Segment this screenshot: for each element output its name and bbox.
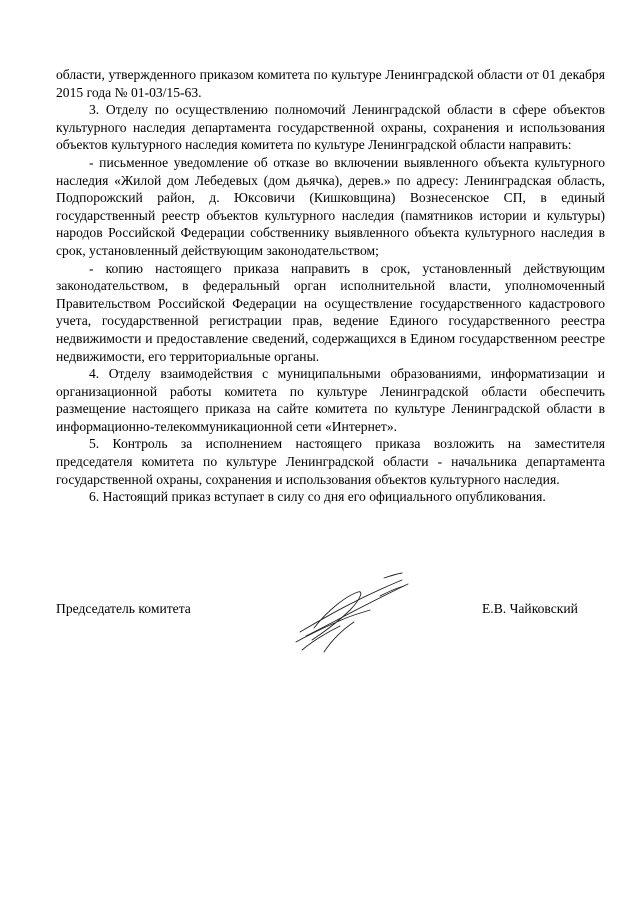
paragraph-notification: - письменное уведомление об отказе во включении выявленного объекта культурного наследия «Жилой дом Лебедевых (дом дьячка), дерев.» по адресу: Ленинградская область, Подпорожский район, д. Юксовичи (Кишковщина) Вознесенское СП, в единый государственный реестр объектов культурного наследия (памятников истории и культуры) народов Российской Федерации собственнику выявленного объекта культурного наследия в срок, установленный действующим законодательством; bbox=[56, 154, 605, 258]
paragraph-item-3: 3. Отделу по осуществлению полномочий Ленинградской области в сфере объектов культурного наследия департамента государственной охраны, сохранения и использования объектов культурного наследия комитета по культуре Ленинградской области направить: bbox=[56, 102, 605, 153]
paragraph-continuation: области, утвержденного приказом комитета по культуре Ленинградской области от 01 декабря 2015 года № 01-03/15-63. bbox=[56, 67, 605, 100]
paragraph-item-5: 5. Контроль за исполнением настоящего приказа возложить на заместителя председателя комитета по культуре Ленинградской области - начальника департамента государственной охраны, сохранения и использования объектов культурного наследия. bbox=[56, 436, 605, 487]
document-body bbox=[56, 66, 605, 506]
signatory-position: Председатель комитета bbox=[56, 601, 191, 616]
paragraph-copy-order: - копию настоящего приказа направить в срок, установленный действующим законодательством, в федеральный орган исполнительной власти, уполномоченный Правительством Российской Федерации на осуществление государственного кадастрового учета, государственной регистрации прав, ведение Единого государственного реестра недвижимости и предоставление сведений, содержащихся в Едином государственном реестре недвижимости, его территориальные органы. bbox=[56, 260, 605, 364]
signatory-name: Е.В. Чайковский bbox=[482, 601, 578, 616]
handwritten-signature bbox=[284, 570, 424, 665]
paragraph-item-4: 4. Отделу взаимодействия с муниципальными образованиями, информатизации и организационной работы комитета по культуре Ленинградской области обеспечить размещение настоящего приказа на сайте комитета по культуре Ленинградской области в информационно-телекоммуникационной сети «Интернет». bbox=[56, 366, 605, 434]
paragraph-item-6: 6. Настоящий приказ вступает в силу со дня его официального опубликования. bbox=[89, 489, 546, 505]
